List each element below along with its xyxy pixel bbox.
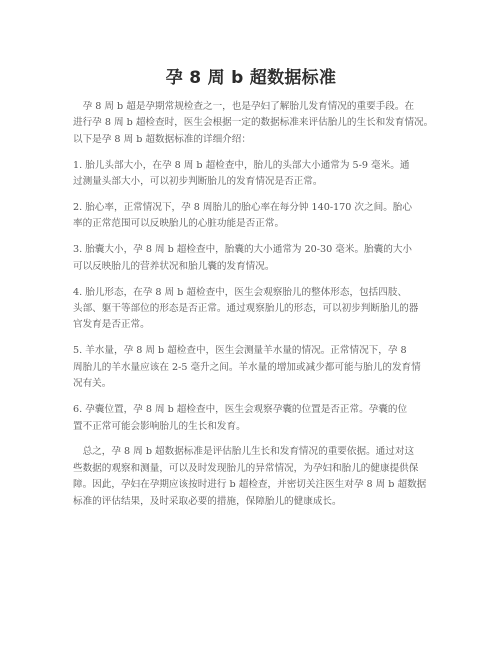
paragraph-line: 4. 胎儿形态，在孕 8 周 b 超检查中，医生会观察胎儿的整体形态，包括四肢、 bbox=[73, 286, 408, 298]
paragraph-line: 孕 8 周 b 超是孕期常规检查之一，也是孕妇了解胎儿发育情况的重要手段。在 bbox=[73, 101, 415, 112]
paragraph-line: 况有关。 bbox=[73, 378, 112, 390]
paragraph-line: 3. 胎囊大小，孕 8 周 b 超检查中，胎囊的大小通常为 20-30 毫米。胎囊的大小 bbox=[73, 244, 413, 256]
paragraph-line: 些数据的观察和测量，可以及时发现胎儿的异常情况，为孕妇和胎儿的健康提供保 bbox=[73, 462, 419, 474]
paragraph-line: 标准的评估结果，及时采取必要的措施，保障胎儿的健康成长。 bbox=[73, 495, 342, 507]
paragraph bbox=[73, 200, 435, 233]
paragraph bbox=[73, 99, 435, 148]
paragraph-line: 总之，孕 8 周 b 超数据标准是评估胎儿生长和发育情况的重要依据。通过对这 bbox=[73, 446, 415, 458]
paragraph bbox=[73, 242, 435, 275]
paragraph bbox=[73, 158, 435, 191]
paragraph-line: 周胎儿的羊水量应该在 2-5 毫升之间。羊水量的增加或减少都可能与胎儿的发育情 bbox=[73, 361, 421, 373]
paragraph bbox=[73, 343, 435, 392]
paragraph-line: 1. 胎儿头部大小，在孕 8 周 b 超检查中，胎儿的头部大小通常为 5-9 毫米。通 bbox=[73, 159, 410, 171]
paragraph-line: 可以反映胎儿的营养状况和胎儿囊的发育情况。 bbox=[73, 260, 275, 272]
paragraph-line: 进行孕 8 周 b 超检查时，医生会根据一定的数据标准来评估胎儿的生长和发育情况。 bbox=[73, 117, 434, 129]
paragraph-line: 官发育是否正常。 bbox=[73, 319, 150, 331]
document-title: 孕 8 周 b 超数据标准 bbox=[165, 68, 337, 88]
paragraph bbox=[73, 285, 435, 334]
paragraph bbox=[73, 402, 435, 435]
paragraph-line: 以下是孕 8 周 b 超数据标准的详细介绍： bbox=[73, 133, 251, 145]
paragraph-line: 5. 羊水量，孕 8 周 b 超检查中，医生会测量羊水量的情况。正常情况下，孕 8 bbox=[73, 345, 407, 357]
paragraph-line: 过测量头部大小，可以初步判断胎儿的发育情况是否正常。 bbox=[73, 176, 323, 188]
paragraph-line: 障。因此，孕妇在孕期应该按时进行 b 超检查，并密切关注医生对孕 8 周 b 超数据 bbox=[73, 479, 427, 491]
document-body bbox=[73, 99, 435, 520]
paragraph bbox=[73, 444, 435, 510]
paragraph-line: 率的正常范围可以反映胎儿的心脏功能是否正常。 bbox=[73, 218, 285, 230]
paragraph-line: 2. 胎心率，正常情况下，孕 8 周胎儿的胎心率在每分钟 140-170 次之间。胎心 bbox=[73, 202, 412, 214]
paragraph-line: 6. 孕囊位置，孕 8 周 b 超检查中，医生会观察孕囊的位置是否正常。孕囊的位 bbox=[73, 404, 408, 416]
paragraph-line: 置不正常可能会影响胎儿的生长和发育。 bbox=[73, 420, 246, 432]
paragraph-line: 头部、躯干等部位的形态是否正常。通过观察胎儿的形态，可以初步判断胎儿的器 bbox=[73, 303, 419, 315]
